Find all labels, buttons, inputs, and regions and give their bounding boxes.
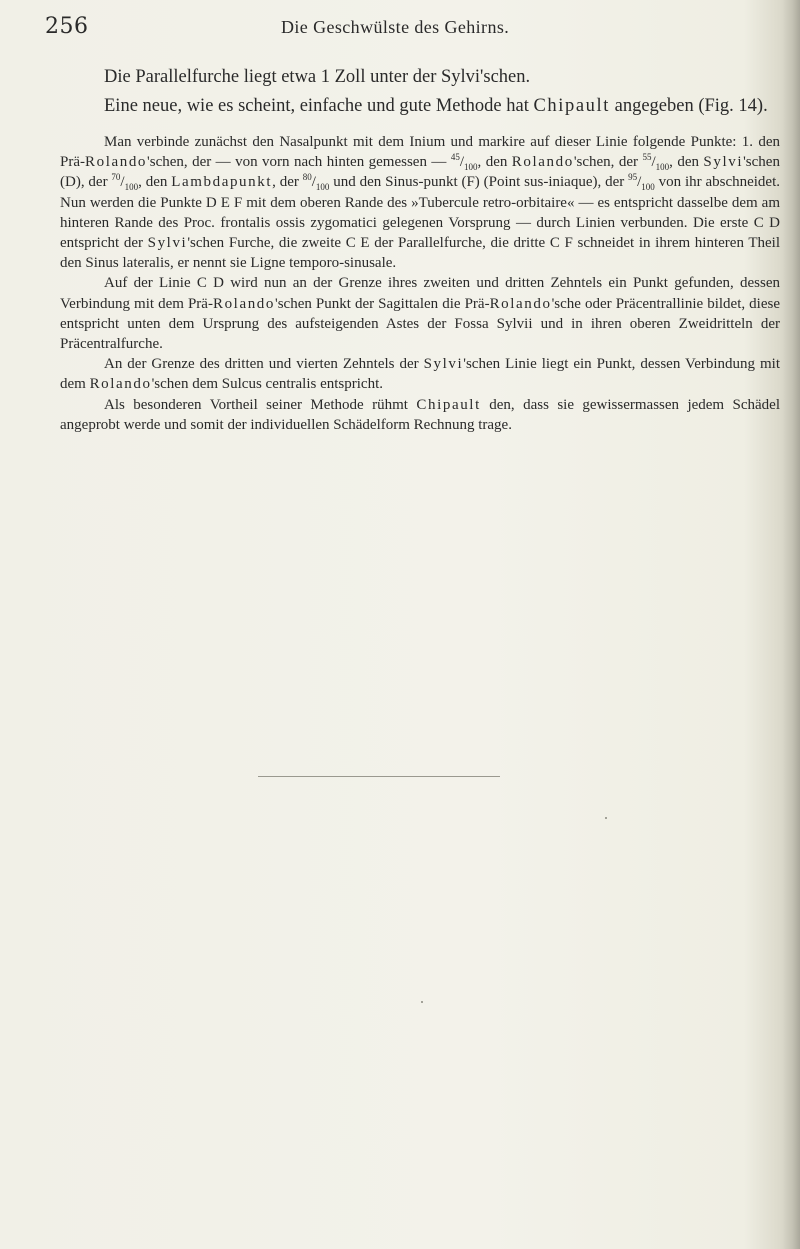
paragraph-chipault-method: Eine neue, wie es scheint, einfache und gute Methode hat Chipault angegeben (Fig. 14). [104, 96, 768, 116]
name-sylvi: Sylvi [147, 235, 188, 252]
name-sylvi: Sylvi [703, 154, 744, 171]
paper-speck [421, 1001, 423, 1003]
name-rolando: Rolando [511, 154, 574, 171]
term-lambdapunkt: Lambdapunkt [171, 174, 273, 191]
text-block [60, 64, 780, 435]
page-number: 256 [45, 14, 89, 39]
name-sylvi: Sylvi [423, 356, 464, 373]
author-name: Chipault [533, 96, 610, 116]
name-rolando: Rolando [212, 295, 275, 312]
fraction: $^{45}/_{100}$ [450, 152, 478, 173]
paragraph-sulcus-centralis: An der Grenze des dritten und vierten Zehntels der Sylvi'schen Linie liegt ein Punkt, dessen Verbindung mit dem Rolando'schen dem Sulcus centralis entspricht. [60, 356, 780, 393]
paragraph-vortheil: Als besonderen Vortheil seiner Methode rühmt Chipault den, dass sie gewissermassen jedem Schädel angeprobt werde und somit der individuellen Schädelform Rechnung trage. [60, 396, 780, 433]
paper-speck [605, 817, 607, 819]
name-rolando: Rolando [85, 154, 148, 171]
fraction: $^{80}/_{100}$ [302, 172, 330, 193]
author-name: Chipault [416, 396, 481, 413]
paragraph-procedure: Man verbinde zunächst den Nasalpunkt mit dem Inium und markire auf dieser Linie folgende Punkte: 1. den Prä-Rolando'schen, der — von vorn nach hinten gemessen — $^{45}/_{100}$, den Rolando'schen, der $^{55}/_{100}$, den Sylvi'schen (D), der $^{70}/_{100}$, den Lambdapunkt, der $^{80}/_{100}$ und den Sinus-punkt (F) (Point sus-iniaque), der $^{95}/_{100}$ von ihr abschneidet. Nun werden die Punkte D E F mit dem oberen Rande des »Tubercule retro-orbitaire« — es entspricht dasselbe dem am hinteren Rande des Proc. frontalis ossis zygomatici gelegenen Vorsprung — durch Linien verbunden. Die erste C D entspricht der Sylvi'schen Furche, die zweite C E der Parallelfurche, die dritte C F schneidet in ihrem hinteren Theil den Sinus lateralis, er nennt sie Ligne temporo-sinusale. [60, 134, 781, 272]
section-divider [258, 776, 500, 777]
fraction: $^{70}/_{100}$ [111, 172, 139, 193]
paragraph-parallelfurche: Die Parallelfurche liegt etwa 1 Zoll unter der Sylvi'schen. [104, 67, 531, 87]
page-header [45, 14, 790, 48]
fraction: $^{55}/_{100}$ [642, 152, 670, 173]
paragraph-praecentrallinie: Auf der Linie C D wird nun an der Grenze ihres zweiten und dritten Zehntels ein Punkt gefunden, dessen Verbindung mit dem Prä-Rolando'schen Punkt der Sagittalen die Prä-Rolando'sche oder Präcentrallinie bildet, diese entspricht unten dem Ursprung des aufsteigenden Astes der Fossa Sylvii und in ihren oberen Zweidritteln der Präcentralfurche. [60, 275, 781, 353]
name-rolando: Rolando [489, 295, 552, 312]
fraction: $^{95}/_{100}$ [628, 172, 655, 193]
name-rolando: Rolando [89, 376, 152, 393]
running-title: Die Geschwülste des Gehirns. [281, 17, 510, 37]
page-edge-shadow [782, 0, 800, 1249]
